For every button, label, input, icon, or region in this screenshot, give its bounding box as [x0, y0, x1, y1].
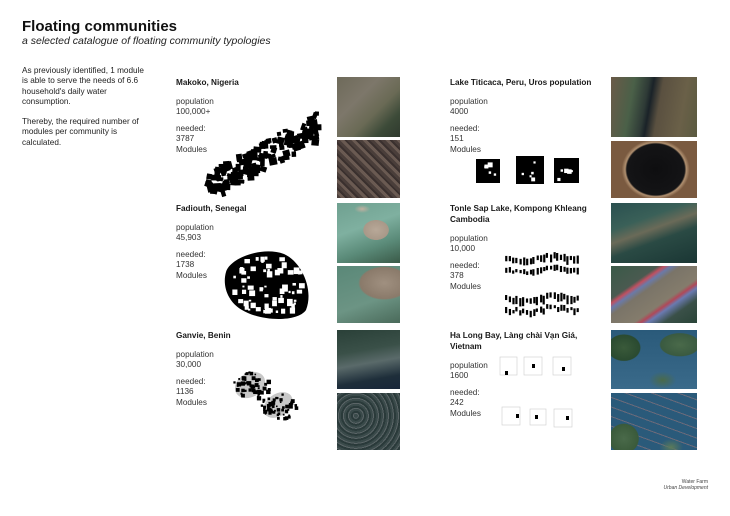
module-block — [258, 393, 260, 395]
module-block — [210, 190, 216, 194]
module-block — [227, 176, 232, 181]
module-block — [292, 291, 295, 294]
module-block — [287, 299, 293, 306]
module-block — [530, 270, 532, 275]
module-block — [247, 276, 250, 279]
module-block — [570, 256, 572, 260]
module-block — [570, 307, 572, 310]
module-block — [241, 389, 244, 392]
module-block — [560, 293, 562, 302]
module-block — [295, 406, 299, 410]
module-block — [537, 268, 539, 275]
module-block — [290, 401, 293, 404]
module-block — [543, 267, 545, 271]
ha-long-bay-module-diagram — [500, 357, 580, 437]
page-subtitle: a selected catalogue of floating community typologies — [22, 35, 271, 47]
modules-label: Modules — [176, 270, 207, 280]
module-block — [283, 414, 285, 416]
module-block — [256, 257, 259, 261]
module-block — [533, 161, 535, 163]
module-block — [272, 300, 277, 306]
module-block — [268, 157, 277, 166]
module-block — [515, 258, 517, 263]
module-block — [532, 269, 534, 275]
page-title: Floating communities — [22, 18, 178, 35]
module-block — [249, 388, 252, 391]
module-block — [292, 151, 297, 157]
module-block — [278, 298, 284, 303]
population-value: 10,000 — [450, 244, 476, 254]
module-block — [549, 305, 551, 310]
module-block — [554, 305, 556, 308]
module-block — [285, 410, 288, 413]
needed-value: 1136 — [176, 387, 194, 397]
module-block — [292, 283, 295, 286]
modules-label: Modules — [176, 144, 207, 154]
module-block — [235, 182, 241, 186]
ganvie-aerial-photo-2 — [337, 393, 400, 450]
module-block — [573, 308, 575, 315]
module-block — [270, 145, 277, 149]
module-block — [298, 270, 303, 274]
module-block — [267, 380, 271, 384]
module-block — [280, 295, 282, 298]
module-block — [554, 292, 556, 299]
community-name: Makoko, Nigeria — [176, 78, 239, 87]
module-block — [249, 290, 255, 296]
module-block — [258, 153, 265, 162]
module-block — [288, 415, 290, 417]
population-label: population — [176, 223, 214, 232]
module-block — [536, 308, 538, 311]
module-block — [543, 296, 545, 305]
module-block — [546, 253, 548, 258]
population-value: 1600 — [450, 371, 469, 381]
module-block — [557, 307, 559, 312]
titicaca-module-diagram — [476, 156, 586, 186]
module-block — [276, 406, 278, 408]
module-block — [509, 296, 511, 302]
module-block — [561, 169, 563, 171]
module-block — [255, 383, 259, 387]
module-block — [249, 300, 251, 302]
module-block — [556, 265, 558, 271]
module-block — [250, 385, 253, 388]
module-block — [489, 171, 491, 173]
community-name: Ganvie, Benin — [176, 331, 231, 340]
module-block — [505, 268, 507, 273]
module-block — [206, 173, 212, 179]
module-block — [262, 399, 265, 402]
module-block — [261, 404, 263, 406]
module-block — [264, 294, 268, 297]
module-block — [531, 177, 535, 181]
module-block — [258, 385, 260, 387]
module-block — [560, 255, 562, 260]
module-block — [540, 255, 542, 262]
community-name: Tonle Sap Lake, Kompong Khleang Cambodia — [450, 204, 587, 224]
footer-department: Urban Development — [663, 485, 708, 491]
needed-label: needed: — [176, 123, 206, 133]
module-block — [546, 293, 548, 299]
module-block — [277, 417, 280, 420]
titicaca-aerial-photo-1 — [611, 77, 697, 137]
population-label: population — [450, 97, 488, 106]
module-block — [523, 257, 525, 265]
module-block — [566, 256, 568, 265]
module-block — [557, 294, 559, 302]
module-block — [281, 309, 285, 314]
titicaca-aerial-photo-2 — [611, 141, 697, 198]
module-block — [554, 252, 556, 258]
module-block — [279, 257, 285, 261]
module-block — [233, 381, 235, 383]
module-block — [573, 268, 575, 273]
module-block — [577, 308, 579, 312]
module-block — [232, 289, 237, 294]
module-block — [297, 290, 302, 294]
module-block — [241, 381, 245, 385]
module-block — [546, 266, 548, 270]
module-block — [277, 132, 282, 136]
module-block — [282, 406, 285, 409]
module-block — [299, 283, 305, 288]
module-block — [243, 291, 245, 293]
module-block — [259, 166, 267, 173]
module-block — [272, 297, 276, 300]
module-block — [274, 410, 276, 412]
module-block — [277, 408, 281, 412]
ha-long-bay-aerial-photo-1 — [611, 330, 697, 389]
module-block — [523, 269, 525, 274]
module-block — [290, 308, 295, 314]
module-block — [505, 371, 508, 375]
module-block — [244, 259, 250, 263]
population-value: 4000 — [450, 107, 469, 117]
makoko-module-diagram — [200, 115, 320, 195]
module-block — [577, 256, 579, 264]
module-block — [280, 288, 285, 294]
module-block — [245, 373, 247, 375]
module-block — [519, 310, 521, 315]
module-block — [566, 416, 569, 420]
module-block — [554, 265, 556, 271]
module-block — [530, 311, 532, 317]
fadiouth-aerial-photo-2 — [337, 266, 400, 323]
module-block — [526, 271, 528, 275]
needed-value: 1738 — [176, 260, 195, 270]
intro-paragraph-1: As previously identified, 1 module is able to serve the needs of 6.6 household's daily water consumption. — [22, 66, 144, 106]
module-block — [566, 295, 568, 304]
module-block — [254, 374, 256, 376]
population-label: population — [450, 234, 488, 243]
module-block — [512, 310, 514, 313]
module-block — [258, 378, 261, 381]
module-block — [276, 397, 278, 399]
needed-label: needed: — [450, 123, 480, 133]
module-block — [281, 393, 283, 395]
module-block — [259, 142, 266, 149]
module-block — [265, 257, 268, 260]
module-block — [484, 166, 486, 168]
module-block — [530, 258, 532, 264]
module-block — [245, 306, 249, 310]
module-block — [533, 297, 535, 303]
needed-value: 242 — [450, 398, 464, 408]
module-block — [566, 268, 568, 274]
module-block — [248, 286, 254, 290]
module-block — [530, 175, 532, 177]
module-block — [244, 379, 246, 381]
module-block — [515, 296, 517, 304]
module-block — [273, 398, 276, 401]
community-name: Ha Long Bay, Làng chài Vạn Giá, Vietnam — [450, 331, 578, 351]
module-block — [530, 298, 532, 304]
module-block — [266, 390, 270, 394]
module-block — [263, 406, 266, 409]
module-block — [566, 308, 568, 313]
module-block — [233, 276, 236, 279]
module-block — [282, 262, 287, 268]
module-block — [560, 305, 562, 311]
module-block — [244, 390, 246, 392]
module-block — [505, 256, 507, 261]
needed-value: 3787 — [176, 134, 195, 144]
ganvie-module-diagram — [228, 363, 303, 428]
module-block — [255, 167, 260, 173]
module-block — [526, 298, 528, 302]
module-block — [250, 372, 254, 376]
module-block — [556, 253, 558, 261]
module-block — [515, 307, 517, 311]
module-block — [281, 409, 284, 412]
module-block — [243, 166, 249, 174]
needed-label: needed: — [176, 376, 206, 386]
needed-label: needed: — [176, 249, 206, 259]
module-block — [563, 267, 565, 272]
module-block — [266, 264, 272, 269]
module-block — [505, 295, 507, 300]
ha-long-bay-plot-outline — [500, 357, 517, 375]
module-block — [238, 299, 243, 303]
module-block — [522, 173, 524, 175]
module-block — [535, 415, 538, 419]
module-block — [272, 405, 275, 408]
footer-project-name: Water Farm — [681, 479, 708, 485]
fadiouth-module-diagram — [222, 250, 312, 322]
population-label: population — [176, 97, 214, 106]
module-block — [267, 271, 273, 277]
ha-long-bay-aerial-photo-2 — [611, 393, 697, 450]
module-block — [522, 309, 524, 314]
module-block — [520, 259, 522, 265]
module-block — [512, 258, 514, 264]
needed-value: 378 — [450, 271, 464, 281]
module-block — [241, 395, 243, 397]
module-block — [259, 287, 262, 291]
module-block — [509, 256, 511, 261]
modules-label: Modules — [176, 397, 207, 407]
module-block — [532, 364, 535, 368]
module-block — [560, 266, 562, 272]
population-label: population — [176, 350, 214, 359]
module-block — [251, 303, 256, 308]
modules-label: Modules — [450, 281, 481, 291]
module-block — [260, 257, 264, 262]
population-value: 100,000+ — [176, 107, 211, 117]
module-block — [550, 255, 552, 263]
module-block — [237, 382, 241, 386]
module-block — [526, 259, 528, 266]
module-block — [283, 417, 286, 420]
module-block — [536, 297, 538, 305]
module-block — [550, 266, 552, 270]
module-block — [563, 254, 565, 262]
module-block — [557, 178, 560, 181]
module-block — [294, 302, 296, 304]
module-block — [531, 172, 534, 175]
ganvie-aerial-photo-1 — [337, 330, 400, 389]
intro-paragraph-2: Thereby, the required number of modules per community is calculated. — [22, 117, 139, 147]
tonle-sap-aerial-photo-2 — [611, 266, 697, 323]
module-block — [265, 413, 267, 415]
module-block — [244, 301, 249, 307]
module-block — [519, 298, 521, 306]
module-block — [279, 145, 284, 150]
module-block — [258, 387, 260, 389]
module-block — [546, 304, 548, 309]
module-block — [549, 292, 551, 297]
module-block — [275, 270, 280, 276]
population-label: population — [450, 361, 488, 370]
module-block — [494, 173, 496, 175]
module-block — [268, 397, 271, 400]
module-block — [289, 404, 293, 408]
module-block — [276, 310, 278, 313]
module-block — [239, 268, 244, 274]
module-block — [540, 267, 542, 273]
needed-label: needed: — [450, 260, 480, 270]
module-block — [285, 405, 289, 409]
module-block — [509, 309, 511, 315]
module-block — [252, 376, 256, 380]
ha-long-bay-plot-outline — [554, 409, 572, 427]
module-block — [573, 256, 575, 263]
module-block — [577, 296, 579, 301]
intro-text — [22, 66, 147, 158]
module-block — [532, 257, 534, 264]
module-block — [247, 373, 249, 375]
module-block — [251, 149, 258, 156]
community-name: Fadiouth, Senegal — [176, 204, 247, 213]
module-block — [515, 269, 517, 272]
module-block — [543, 308, 545, 314]
needed-value: 151 — [450, 134, 464, 144]
module-block — [294, 300, 297, 302]
needed-label: needed: — [450, 387, 480, 397]
module-block — [280, 401, 282, 403]
fadiouth-aerial-photo-1 — [337, 203, 400, 263]
community-name: Lake Titicaca, Peru, Uros population — [450, 78, 592, 87]
module-block — [543, 255, 545, 263]
module-block — [505, 307, 507, 313]
module-block — [571, 170, 573, 172]
module-block — [236, 388, 240, 392]
modules-label: Modules — [450, 144, 481, 154]
module-block — [268, 411, 271, 414]
module-block — [264, 286, 266, 288]
module-block — [509, 267, 511, 273]
module-block — [533, 309, 535, 316]
module-block — [512, 298, 514, 304]
module-block — [263, 387, 267, 391]
module-block — [265, 308, 271, 314]
module-block — [299, 134, 306, 139]
module-block — [253, 390, 257, 394]
module-block — [573, 297, 575, 303]
population-value: 45,903 — [176, 233, 202, 243]
module-block — [522, 297, 524, 306]
module-block — [283, 129, 288, 133]
titicaca-island — [516, 156, 544, 184]
module-block — [520, 270, 522, 273]
module-block — [277, 414, 279, 416]
module-block — [241, 278, 246, 282]
tonle-sap-aerial-photo-1 — [611, 203, 697, 263]
module-block — [540, 307, 542, 313]
module-block — [570, 296, 572, 304]
module-block — [238, 378, 240, 380]
tonle-sap-module-diagram — [505, 250, 585, 320]
module-block — [267, 404, 270, 407]
module-block — [577, 268, 579, 275]
module-block — [225, 183, 230, 190]
module-block — [263, 269, 266, 272]
module-block — [256, 307, 261, 311]
module-block — [288, 270, 294, 275]
module-block — [526, 310, 528, 315]
makoko-aerial-photo-1 — [337, 77, 400, 137]
modules-label: Modules — [450, 408, 481, 418]
community-card-titicaca — [450, 77, 605, 155]
module-block — [540, 295, 542, 303]
module-block — [488, 162, 493, 167]
module-block — [219, 164, 226, 167]
module-block — [294, 404, 297, 407]
population-value: 30,000 — [176, 360, 202, 370]
module-block — [537, 256, 539, 261]
module-block — [242, 286, 244, 288]
ha-long-bay-plot-outline — [553, 357, 571, 375]
module-block — [516, 414, 519, 418]
module-block — [216, 177, 223, 181]
module-block — [237, 158, 242, 163]
module-block — [279, 398, 282, 401]
module-block — [288, 291, 290, 293]
module-block — [570, 268, 572, 273]
module-block — [563, 294, 565, 300]
makoko-aerial-photo-2 — [337, 140, 400, 198]
module-block — [251, 266, 256, 271]
module-block — [563, 305, 565, 311]
module-block — [564, 169, 568, 173]
module-block — [562, 367, 565, 371]
module-block — [512, 270, 514, 273]
